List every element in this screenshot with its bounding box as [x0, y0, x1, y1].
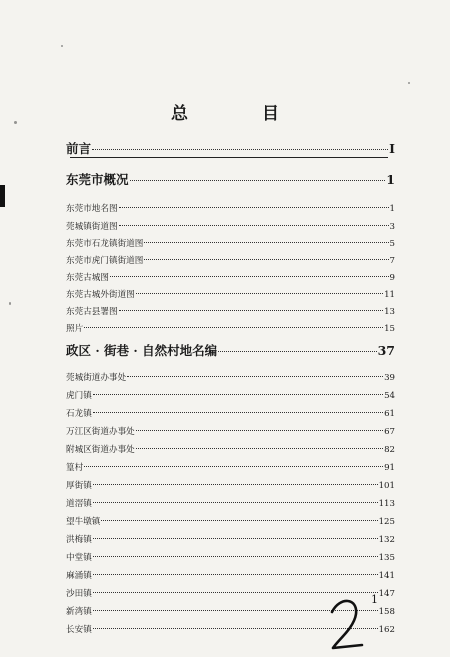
toc-page: 125: [378, 517, 395, 527]
toc-label: 中堂镇: [66, 553, 92, 563]
toc-page: 141: [378, 571, 395, 581]
toc-page: 54: [384, 391, 395, 401]
toc-label: 莞城街道办事处: [66, 373, 127, 383]
toc-label: 望牛墩镇: [66, 517, 101, 527]
toc-label: 新湾镇: [66, 607, 92, 617]
toc-page: 13: [384, 307, 395, 317]
toc-label: 东莞古城外街道图: [66, 290, 135, 300]
toc-page: 5: [389, 239, 395, 249]
toc-page: 1: [389, 204, 395, 214]
toc-page: 15: [384, 324, 395, 334]
toc-page: 11: [384, 290, 395, 300]
toc-page: 61: [384, 409, 395, 419]
toc-label: 东莞市地名图: [66, 204, 118, 214]
toc-label: 政区 · 街巷 · 自然村地名编: [66, 343, 218, 358]
toc-page: 9: [389, 273, 395, 283]
toc-label: 洪梅镇: [66, 535, 92, 545]
toc-page: 67: [384, 427, 395, 437]
toc-page: 37: [377, 343, 395, 358]
toc-page: 3: [389, 222, 395, 232]
toc-page: 135: [378, 553, 395, 563]
toc-label: 东莞古县署图: [66, 307, 118, 317]
toc-label: 东莞古城图: [66, 273, 109, 283]
toc-page: 91: [384, 463, 395, 473]
toc-label: 石龙镇: [66, 409, 92, 419]
page-number: 1: [371, 593, 378, 606]
toc-page: 101: [378, 481, 395, 491]
toc-label: 附城区街道办事处: [66, 445, 135, 455]
toc-label: 东莞市石龙镇街道图: [66, 239, 144, 249]
toc-label: 东莞市概况: [66, 172, 129, 187]
toc-page: 39: [384, 373, 395, 383]
toc-page: 7: [389, 256, 395, 266]
toc-label: 前言: [66, 141, 92, 156]
toc-page: 158: [378, 607, 395, 617]
toc-page: 113: [378, 499, 395, 509]
toc-label: 虎门镇: [66, 391, 92, 401]
toc-label: 长安镇: [66, 625, 92, 635]
toc-page: 132: [378, 535, 395, 545]
toc-label: 厚街镇: [66, 481, 92, 491]
toc-page: 162: [378, 625, 395, 635]
toc-page: I: [389, 141, 395, 156]
toc-label: 篁村: [66, 463, 84, 473]
toc-label: 沙田镇: [66, 589, 92, 599]
toc-label: 照片: [66, 324, 84, 334]
toc-label: 东莞市虎门镇街道图: [66, 256, 144, 266]
toc-label: 麻涌镇: [66, 571, 92, 581]
toc-page: 82: [384, 445, 395, 455]
toc-label: 道滘镇: [66, 499, 92, 509]
toc-page: 147: [378, 589, 395, 599]
toc-label: 万江区街道办事处: [66, 427, 135, 437]
page-title: 总 目: [171, 104, 313, 124]
toc-page: 1: [386, 172, 395, 187]
toc-label: 莞城镇街道图: [66, 222, 118, 232]
